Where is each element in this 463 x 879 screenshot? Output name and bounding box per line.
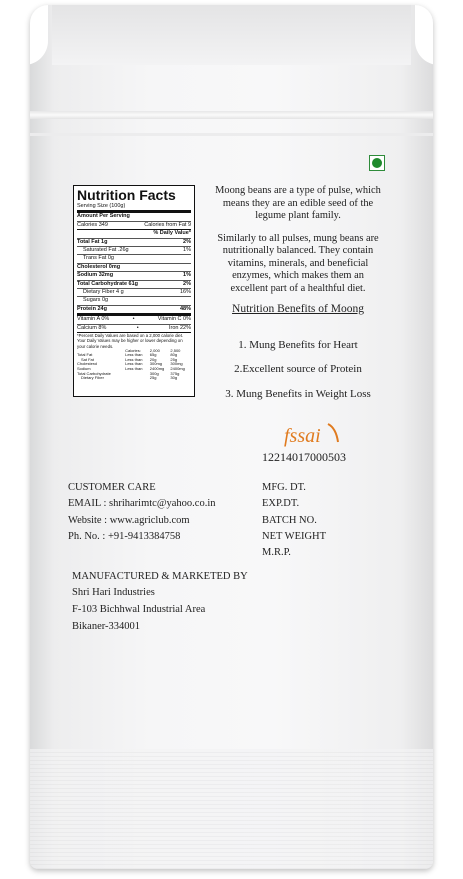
manufacturer-address: F-103 Bichhwal Industrial Area: [72, 604, 206, 615]
pouch-top-band: [52, 5, 411, 65]
nutrient-row: Sodium 32mg 1%: [77, 272, 191, 280]
serving-size: Serving Size (100g): [77, 203, 126, 209]
table-row: Sodium Less than 2400mg 2400mg: [77, 366, 185, 372]
calories: Calories 349: [77, 221, 108, 228]
batch-number: BATCH NO.: [262, 515, 317, 526]
nutrient-row: Dietary Fiber 4 g 16%: [77, 289, 191, 297]
benefit-item: 2.Excellent source of Protein: [234, 363, 362, 375]
table-header-row: Calories: 2,000 2,500: [125, 347, 181, 353]
manufacturer-city: Bikaner-334001: [72, 621, 141, 632]
nutrition-title: Nutrition Facts: [77, 187, 176, 203]
nutrient-row: Cholesterol 0mg: [77, 264, 191, 272]
manufacturer-title: MANUFACTURED & MARKETED BY: [72, 571, 248, 582]
bottom-seal: [30, 749, 433, 869]
customer-care-email: EMAIL : shriharimtc@yahoo.co.in: [68, 498, 216, 509]
zipper-seal: [30, 111, 433, 119]
benefits-title: Nutrition Benefits of Moong: [232, 303, 364, 315]
table-row: Sat Fat Less than 20g 25g: [81, 356, 178, 362]
manufacturer-name: Shri Hari Industries: [72, 587, 155, 598]
nutrition-facts-label: [73, 185, 195, 397]
nutrient-row: Total Fat 1g 2%: [77, 239, 191, 247]
daily-value-table: [77, 349, 191, 381]
mrp: M.R.P.: [262, 547, 291, 558]
amount-per-serving: Amount Per Serving: [77, 213, 130, 220]
svg-text:fssai: fssai: [284, 425, 321, 447]
nutrition-footnote: *Percent Daily Values are based on a 2,000 calorie diet. Your Daily Values may be higher or lower depending on your calorie needs.: [77, 333, 184, 349]
vitamin-row: Vitamin A 0% • Vitamin C 0%: [77, 316, 191, 324]
product-description: [213, 185, 383, 305]
veg-mark-icon: [369, 155, 385, 171]
product-pouch: [30, 5, 433, 869]
nutrient-row: Sugars 0g: [77, 297, 191, 305]
description-paragraph-1: Moong beans are a type of pulse, which means they are an edible seed of the legume plant family.: [215, 185, 381, 221]
fssai-logo-icon: [282, 420, 342, 448]
daily-value-header: % Daily Value*: [153, 230, 191, 237]
table-row: Total Carbohydrate 300g 375g: [77, 370, 180, 376]
calories-from-fat: Calories from Fat 9: [144, 221, 191, 228]
pouch-notch-right: [415, 5, 433, 65]
benefit-item: 3. Mung Benefits in Weight Loss: [225, 388, 371, 400]
benefit-item: 1. Mung Benefits for Heart: [238, 339, 358, 351]
fssai-license-number: 12214017000503: [262, 450, 346, 464]
nutrient-row: Total Carbohydrate 61g 2%: [77, 281, 191, 289]
description-paragraph-2: Similarly to all pulses, mung beans are nutritionally balanced. They contain vitamins, minerals, and beneficial enzymes, which makes them an excellent part of a healthful diet.: [217, 232, 379, 294]
table-row: Total Fat Less than 65g 80g: [77, 352, 178, 358]
table-row: Cholesterol Less than 300mg 300mg: [77, 361, 183, 367]
zipper-seal-line: [30, 133, 433, 136]
customer-care-website: Website : www.agriclub.com: [68, 515, 190, 526]
nutrient-row: Trans Fat 0g: [77, 255, 191, 263]
pouch-notch-left: [30, 5, 48, 65]
nutrient-row: Saturated Fat .26g 1%: [77, 247, 191, 255]
nutrient-row: Protein 24g 48%: [77, 306, 191, 316]
mfg-date: MFG. DT.: [262, 482, 306, 493]
customer-care-title: CUSTOMER CARE: [68, 482, 156, 493]
net-weight: NET WEIGHT: [262, 531, 327, 542]
customer-care-phone: Ph. No. : +91-9413384758: [68, 531, 181, 542]
vitamin-row: Calcium 8% • Iron 22%: [77, 325, 191, 333]
exp-date: EXP.DT.: [262, 498, 300, 509]
table-row: Dietary Fiber 25g 30g: [81, 375, 178, 381]
